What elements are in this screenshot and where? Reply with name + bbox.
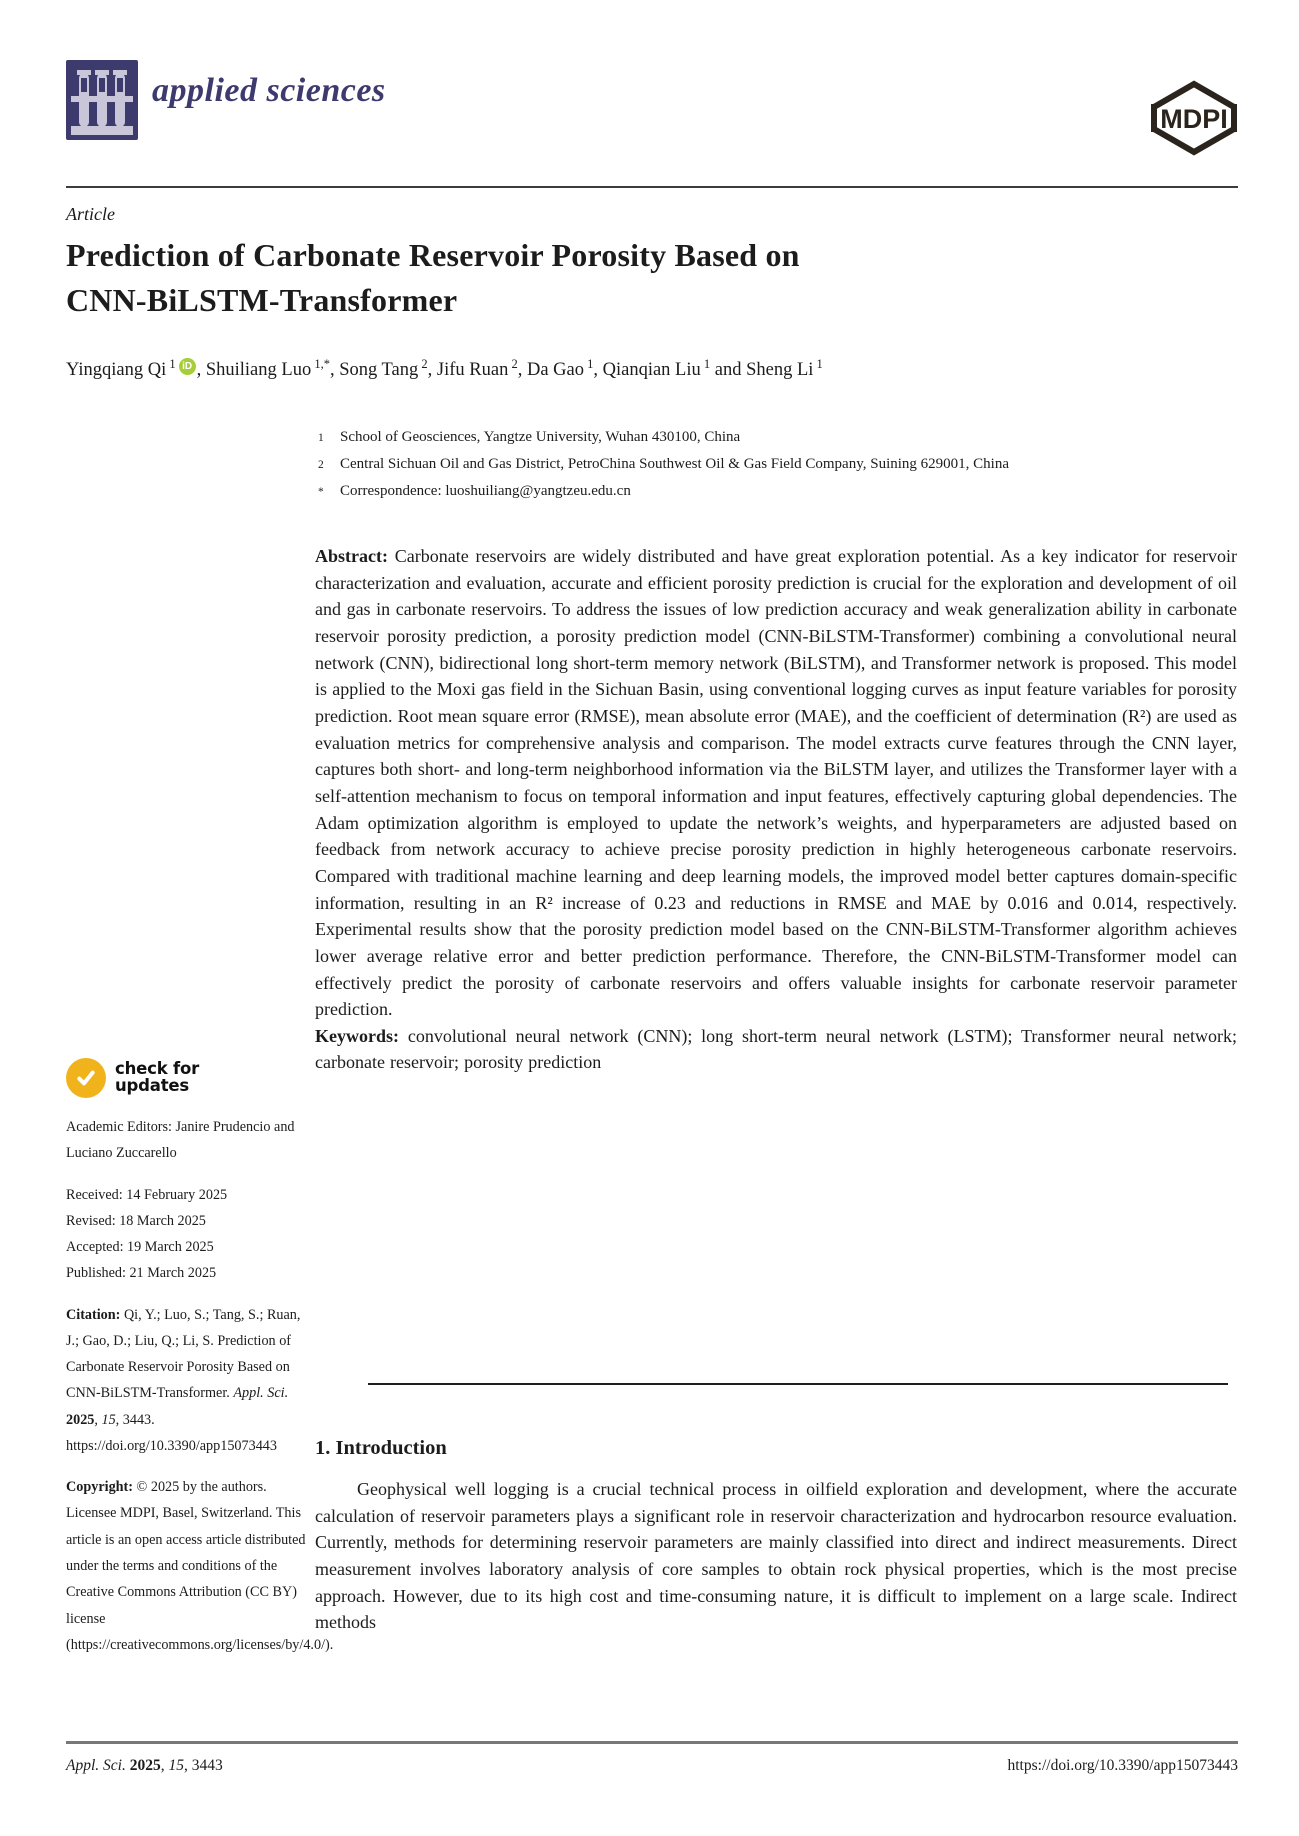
- author-name: Sheng Li: [746, 360, 814, 381]
- citation-year: 2025: [66, 1411, 95, 1428]
- author-affiliation-sup: 2: [418, 357, 428, 371]
- author-name: Yingqiang Qi: [66, 360, 167, 381]
- affiliation-text: Central Sichuan Oil and Gas District, PetroChina Southwest Oil & Gas Field Company, Suining 629001, China: [340, 456, 1009, 472]
- keywords-label: Keywords:: [315, 1025, 399, 1046]
- author-name: Da Gao: [526, 360, 584, 381]
- abstract-keywords-column: [315, 543, 1237, 1076]
- page-title-line-2: CNN-BiLSTM-Transformer: [66, 282, 458, 318]
- author-name: Shuiliang Luo: [205, 360, 312, 381]
- authors-line: Yingqiang Qi $^1$ iD , Shuiliang Luo $^{1,*}$, Song Tang $^2$, Jifu Ruan $^2$, Da Gao $^1$, Qianqian Liu $^1$ and Sheng Li $^1$: [66, 357, 823, 381]
- keywords-divider: [368, 1383, 1228, 1385]
- affiliations: [318, 424, 1240, 505]
- affiliation-marker: 2: [318, 459, 324, 471]
- affiliation-text: School of Geosciences, Yangtze University, Wuhan 430100, China: [340, 429, 741, 445]
- page-footer: [66, 1757, 1238, 1775]
- abstract-label: Abstract:: [315, 546, 388, 566]
- check-updates-label: [115, 1061, 199, 1095]
- sidebar: [66, 1058, 334, 1673]
- copyright-note: [66, 1474, 334, 1658]
- introduction-paragraph: Geophysical well logging is a crucial technical process in oilfield exploration and development, where the accurate calculation of reservoir parameters plays a significant role in reservoir characterization and hydrocarbon resource evaluation. Currently, methods for determining reservoir parameters are mainly classified into direct and indirect measurements. Direct measurement involves laboratory analysis of core samples to obtain rock physical properties, which is the most precise approach. However, due to its high cost and time-consuming nature, it is difficult to implement on a large scale. Indirect methods: [315, 1479, 1237, 1633]
- footer-journal-name: Appl. Sci.: [66, 1757, 130, 1774]
- orcid-icon[interactable]: iD: [179, 358, 196, 375]
- affiliation-marker: 1: [318, 432, 324, 444]
- copyright-label: Copyright:: [66, 1479, 133, 1496]
- affiliation-row: [318, 424, 1240, 451]
- footer-divider: [66, 1741, 1238, 1744]
- journal-logo-icon: [66, 60, 138, 140]
- footer-journal-ref: [66, 1757, 223, 1775]
- author-affiliation-sup: 1: [166, 357, 176, 371]
- page-title: [66, 233, 800, 323]
- academic-editors-note: Academic Editors: Janire Prudencio and Luciano Zuccarello: [66, 1119, 295, 1162]
- footer-volume: 15: [168, 1757, 184, 1774]
- affiliation-marker: *: [318, 486, 324, 498]
- check-updates-badge[interactable]: [66, 1058, 199, 1098]
- keywords-section: [315, 1023, 1237, 1076]
- author-affiliation-sup: 1: [813, 357, 823, 371]
- page-title-line-1: Prediction of Carbonate Reservoir Porosity Based on: [66, 237, 800, 273]
- author-name: Song Tang: [339, 360, 419, 381]
- author-name: Jifu Ruan: [436, 360, 509, 381]
- revised-date: Revised: 18 March 2025: [66, 1212, 206, 1229]
- citation-note: [66, 1302, 306, 1460]
- journal-wordmark: applied sciences: [152, 72, 386, 109]
- footer-doi[interactable]: https://doi.org/10.3390/app15073443: [1007, 1757, 1238, 1774]
- citation-authors: Qi, Y.; Luo, S.; Tang, S.; Ruan, J.; Gao, D.; Liu, Q.; Li, S. Prediction of Carbonate Reservoir Porosity Based on CNN-BiLSTM-Transformer.: [66, 1306, 301, 1402]
- citation-doi: , 3443. https://doi.org/10.3390/app15073443: [66, 1411, 277, 1454]
- abstract-text: Carbonate reservoirs are widely distributed and have great exploration potential. As a key indicator for reservoir characterization and evaluation, accurate and efficient porosity prediction is crucial for the exploration and development of oil and gas in carbonate reservoirs. To address the issues of low prediction accuracy and weak generalization ability in carbonate reservoir porosity prediction, a porosity prediction model (CNN-BiLSTM-Transformer) combining a convolutional neural network (CNN), bidirectional long short-term memory network (BiLSTM), and Transformer network is proposed. This model is applied to the Moxi gas field in the Sichuan Basin, using conventional logging curves as input feature variables for porosity prediction. Root mean square error (RMSE), mean absolute error (MAE), and the coefficient of determination (R²) are used as evaluation metrics for comprehensive analysis and comparison. The model extracts curve features through the CNN layer, captures both short- and long-term neighborhood information via the BiLSTM layer, and utilizes the Transformer layer with a self-attention mechanism to focus on temporal information and input features, effectively capturing global dependencies. The Adam optimization algorithm is employed to update the network’s weights, and hyperparameters are adjusted based on feedback from network accuracy to achieve precise porosity prediction in highly heterogeneous carbonate reservoirs. Compared with traditional machine learning and deep learning models, the improved model better captures domain-specific information, resulting in an R² increase of 0.23 and reductions in RMSE and MAE by 0.016 and 0.014, respectively. Experimental results show that the porosity prediction model based on the CNN-BiLSTM-Transformer algorithm achieves lower average relative error and better prediction performance. Therefore, the CNN-BiLSTM-Transformer model can effectively predict the porosity of carbonate reservoirs and offers valuable insights for carbonate reservoir parameter prediction.: [315, 546, 1237, 1020]
- check-icon: [66, 1058, 106, 1098]
- history-dates: [66, 1182, 306, 1287]
- citation-volume: 15: [101, 1411, 116, 1428]
- author-affiliation-sup: 2: [508, 357, 518, 371]
- published-date: Published: 21 March 2025: [66, 1265, 217, 1282]
- mdpi-logo-text: MDPI: [1160, 104, 1228, 134]
- author-name: Qianqian Liu: [602, 360, 701, 381]
- footer-sep: ,: [160, 1757, 169, 1774]
- author-affiliation-sup: 1,*: [311, 357, 330, 371]
- author-affiliation-sup: 1: [700, 357, 711, 371]
- header-divider: [66, 186, 1238, 188]
- citation-journal: Appl. Sci.: [233, 1385, 289, 1402]
- article-type-label: Article: [66, 204, 115, 224]
- check-updates-label-line2: updates: [115, 1076, 190, 1095]
- copyright-text: © 2025 by the authors. Licensee MDPI, Basel, Switzerland. This article is an open access article distributed under the terms and conditions of the Creative Commons Attribution (CC BY) license (https://creativecommons.org/licenses/by/4.0/).: [66, 1479, 334, 1653]
- affiliation-row: [318, 451, 1240, 478]
- affiliation-row: [318, 478, 1240, 505]
- citation-label: Citation:: [66, 1306, 121, 1323]
- check-updates-label-line1: check for: [115, 1059, 200, 1079]
- footer-year: 2025: [129, 1757, 161, 1774]
- author-affiliation-sup: 1: [583, 357, 594, 371]
- mdpi-logo-icon: [1148, 76, 1240, 162]
- accepted-date: Accepted: 19 March 2025: [66, 1239, 214, 1256]
- section-heading-introduction: 1. Introduction: [315, 1437, 447, 1459]
- affiliation-text: Correspondence: luoshuiliang@yangtzeu.edu.cn: [340, 483, 631, 499]
- abstract-section: [315, 543, 1237, 1023]
- citation-mid: ,: [94, 1411, 102, 1428]
- footer-pages: , 3443: [183, 1757, 223, 1774]
- keywords-text: convolutional neural network (CNN); long short-term neural network (LSTM); Transformer neural network; carbonate reservoir; porosity prediction: [315, 1025, 1237, 1073]
- received-date: Received: 14 February 2025: [66, 1186, 228, 1203]
